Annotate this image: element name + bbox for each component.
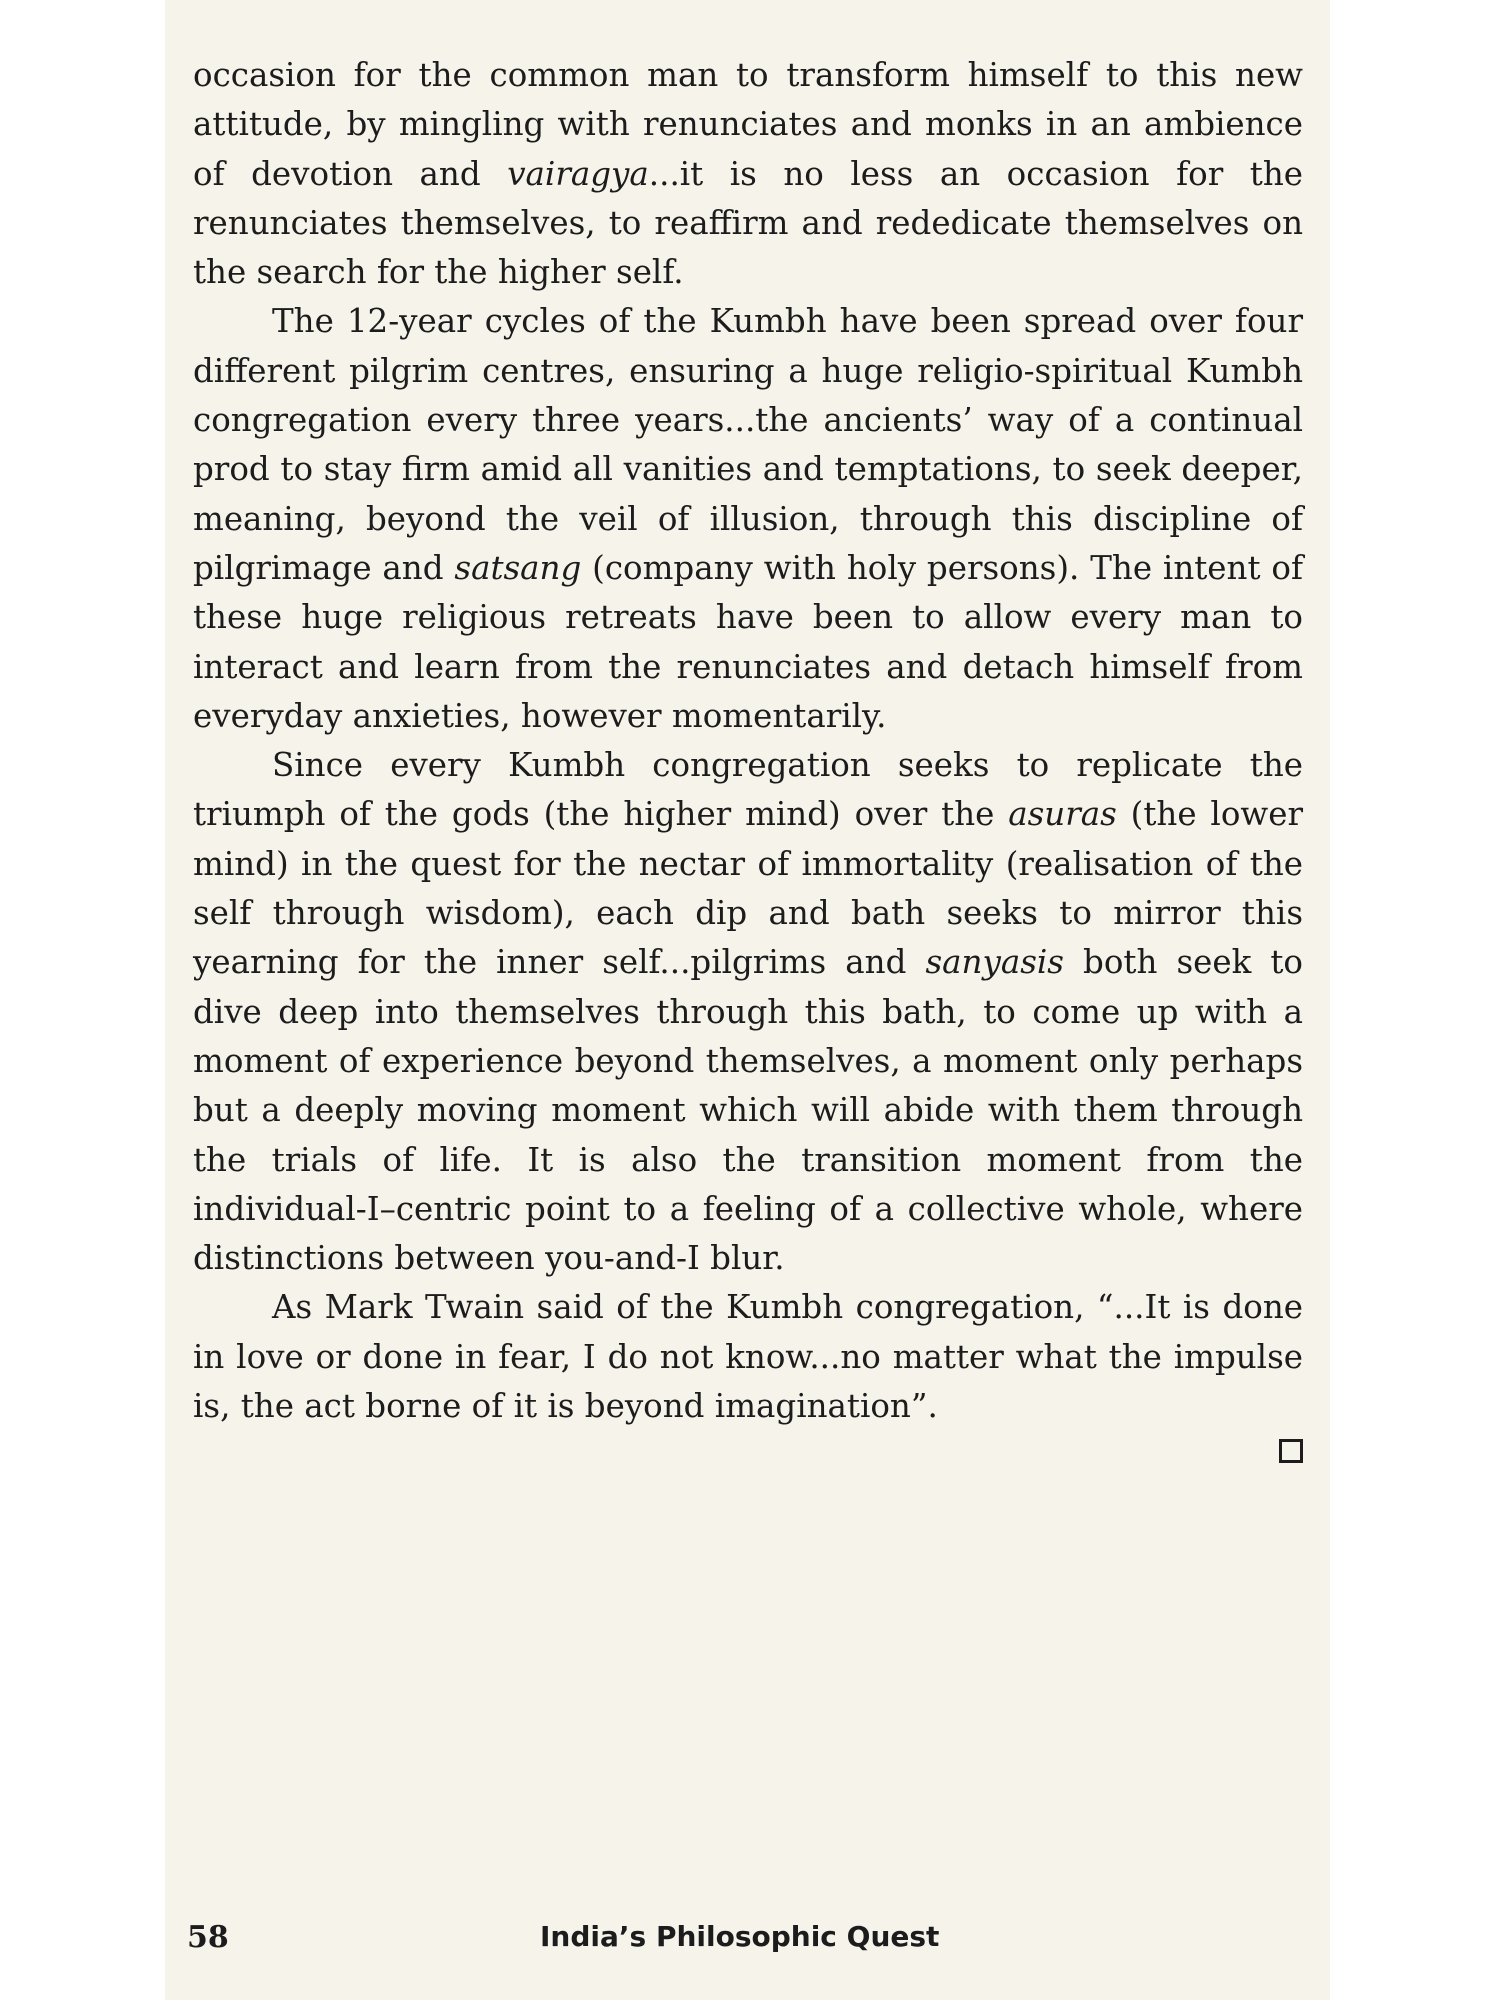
paragraph-1-text-b: ...it is no less an occasion for the renunciates themselves, to reaffirm and rededicate themselves on the search for the higher self. <box>193 154 1303 292</box>
paragraph-4 <box>193 1283 1303 1431</box>
book-page <box>165 0 1330 2000</box>
end-mark-row <box>193 1431 1303 1480</box>
paragraph-2-text-a: The 12-year cycles of the Kumbh have been spread over four different pilgrim centres, ensuring a huge religio-spiritual Kumbh congregation every three years...the ancients’ way of a continual prod to stay firm amid all vanities and temptations, to seek deeper, meaning, beyond the veil of illusion, through this discipline of pilgrimage and <box>193 302 1303 587</box>
page-number: 58 <box>187 1920 229 1955</box>
paragraph-1 <box>193 51 1303 297</box>
paragraph-3-text-a: Since every Kumbh congregation seeks to replicate the triumph of the gods (the higher mind) over the <box>193 746 1303 834</box>
paragraph-3-text-c: both seek to dive deep into themselves through this bath, to come up with a moment of experience beyond themselves, a moment only perhaps but a deeply moving moment which will abide with them through the trials of life. It is also the transition moment from the individual-I–centric point to a feeling of a collective whole, where distinctions between you-and-I blur. <box>193 943 1303 1278</box>
paragraph-2 <box>193 297 1303 741</box>
paragraph-3-text-b: (the lower mind) in the quest for the nectar of immortality (realisation of the self through wisdom), each dip and bath seeks to mirror this yearning for the inner self...pilgrims and <box>193 795 1303 982</box>
paragraph-2-italic-term: satsang <box>454 548 582 587</box>
end-of-chapter-square-icon <box>1279 1439 1303 1463</box>
paragraph-2-text-b: (company with holy persons). The intent of these huge religious retreats have been to allow every man to interact and learn from the renunciates and detach himself from everyday anxieties, however momentarily. <box>193 548 1303 735</box>
paragraph-4-text: As Mark Twain said of the Kumbh congregation, “...It is done in love or done in fear, I do not know...no matter what the impulse is, the act borne of it is beyond imagination”. <box>193 1288 1303 1426</box>
running-title: India’s Philosophic Quest <box>540 1920 940 1953</box>
paragraph-3 <box>193 741 1303 1283</box>
paragraph-3-italic-term-b: sanyasis <box>925 943 1064 982</box>
page-footer <box>165 1920 1330 1960</box>
paragraph-1-italic-term: vairagya <box>507 154 649 193</box>
paragraph-3-italic-term-a: asuras <box>1008 795 1117 834</box>
paragraph-1-text-a: occasion for the common man to transform himself to this new attitude, by mingling with renunciates and monks in an ambience of devotion and <box>193 56 1303 193</box>
body-text <box>193 51 1303 1480</box>
